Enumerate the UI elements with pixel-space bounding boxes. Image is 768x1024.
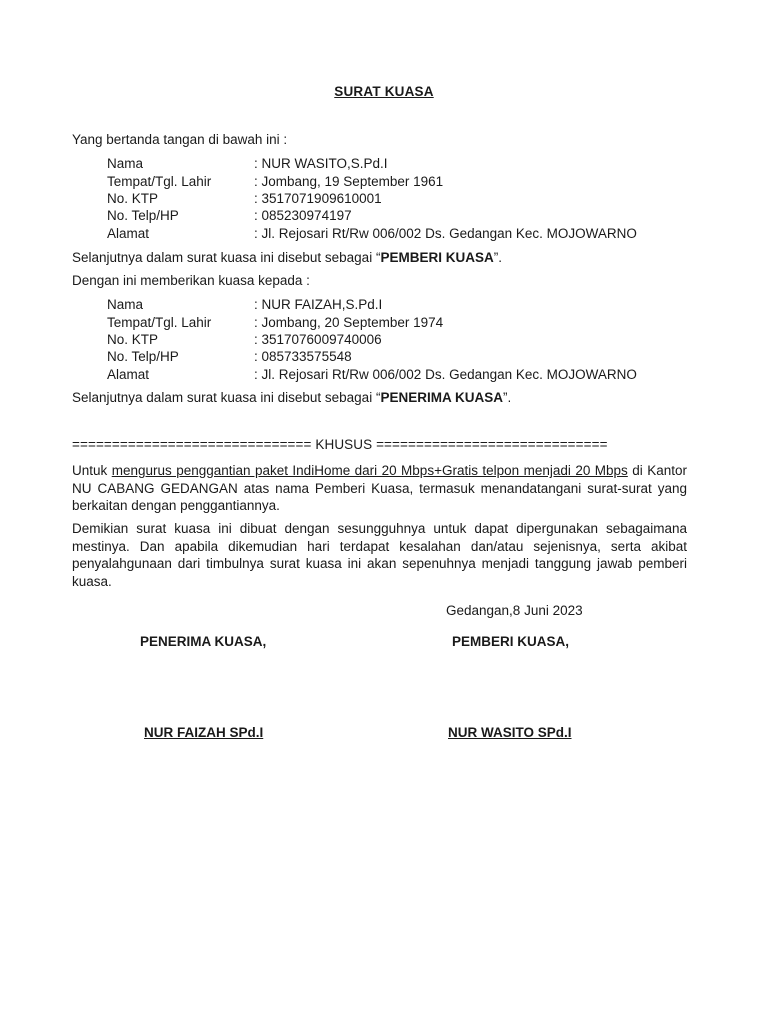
penerima-signature-name: NUR FAIZAH SPd.I (144, 725, 264, 740)
pemberi-signature-name: NUR WASITO SPd.I (448, 725, 572, 740)
purpose-rest: di Kantor NU CABANG GEDANGAN atas nama Pemberi Kuasa, termasuk menandatangani surat-surat yang berkaitan dengan penggantiannya. (72, 463, 687, 513)
field-label: Alamat (107, 367, 150, 382)
pemberi-telp-row (107, 207, 352, 224)
field-label: Nama (107, 156, 144, 171)
field-value: : 3517071909610001 (254, 191, 382, 206)
field-value: : Jombang, 19 September 1961 (254, 174, 444, 189)
pemberi-signature-label: PEMBERI KUASA, (452, 634, 570, 649)
field-value: : Jl. Rejosari Rt/Rw 006/002 Ds. Gedangan Kec. MOJOWARNO (254, 226, 637, 241)
field-label: Tempat/Tgl. Lahir (107, 174, 212, 189)
pemberi-designation (72, 250, 502, 265)
closing-paragraph: Demikian surat kuasa ini dibuat dengan sesungguhnya untuk dapat dipergunakan sebagaimana mestinya. Dan apabila dikemudian hari terdapat kesalahan dan/atau sejenisnya, serta akibat penyalahgunaan dari timbulnya surat kuasa ini akan sepenuhnya menjadi tanggung jawab pemberi kuasa. (72, 521, 687, 589)
field-label: Alamat (107, 226, 150, 241)
grant-text: Dengan ini memberikan kuasa kepada : (72, 273, 310, 288)
penerima-alamat-row (107, 366, 637, 383)
designation-suffix: ”. (502, 390, 512, 405)
field-label: No. KTP (107, 332, 159, 347)
field-label: Tempat/Tgl. Lahir (107, 315, 212, 330)
field-value: : 085230974197 (254, 208, 352, 223)
document-title: SURAT KUASA (334, 84, 434, 99)
designation-term: PEMBERI KUASA (380, 250, 494, 265)
designation-prefix: Selanjutnya dalam surat kuasa ini disebut sebagai “ (72, 390, 381, 405)
purpose-paragraph (72, 462, 687, 515)
field-value: : NUR WASITO,S.Pd.I (254, 156, 388, 171)
field-value: : 085733575548 (254, 349, 352, 364)
field-value: : NUR FAIZAH,S.Pd.I (254, 297, 383, 312)
designation-suffix: ”. (493, 250, 502, 265)
penerima-telp-row (107, 348, 352, 365)
pemberi-ktp-row (107, 190, 382, 207)
purpose-prefix: Untuk (72, 463, 112, 478)
field-label: No. Telp/HP (107, 208, 179, 223)
pemberi-ttl-row (107, 173, 443, 190)
purpose-underlined: mengurus penggantian paket IndiHome dari 20 Mbps+Gratis telpon menjadi 20 Mbps (111, 463, 628, 478)
field-label: No. KTP (107, 191, 159, 206)
field-value: : Jl. Rejosari Rt/Rw 006/002 Ds. Gedangan Kec. MOJOWARNO (254, 367, 637, 382)
field-value: : 3517076009740006 (254, 332, 382, 347)
pemberi-nama-row (107, 155, 388, 172)
field-value: : Jombang, 20 September 1974 (254, 315, 444, 330)
field-label: Nama (107, 297, 144, 312)
penerima-signature-label: PENERIMA KUASA, (140, 634, 267, 649)
designation-prefix: Selanjutnya dalam surat kuasa ini disebut sebagai “ (72, 250, 381, 265)
place-date: Gedangan,8 Juni 2023 (446, 603, 583, 618)
field-label: No. Telp/HP (107, 349, 179, 364)
penerima-nama-row (107, 296, 382, 313)
penerima-designation (72, 390, 511, 405)
intro-text: Yang bertanda tangan di bawah ini : (72, 132, 288, 147)
pemberi-alamat-row (107, 225, 637, 242)
penerima-ttl-row (107, 314, 443, 331)
designation-term: PENERIMA KUASA (380, 390, 503, 405)
penerima-ktp-row (107, 331, 382, 348)
khusus-divider: ============================== KHUSUS ============================= (72, 437, 608, 452)
